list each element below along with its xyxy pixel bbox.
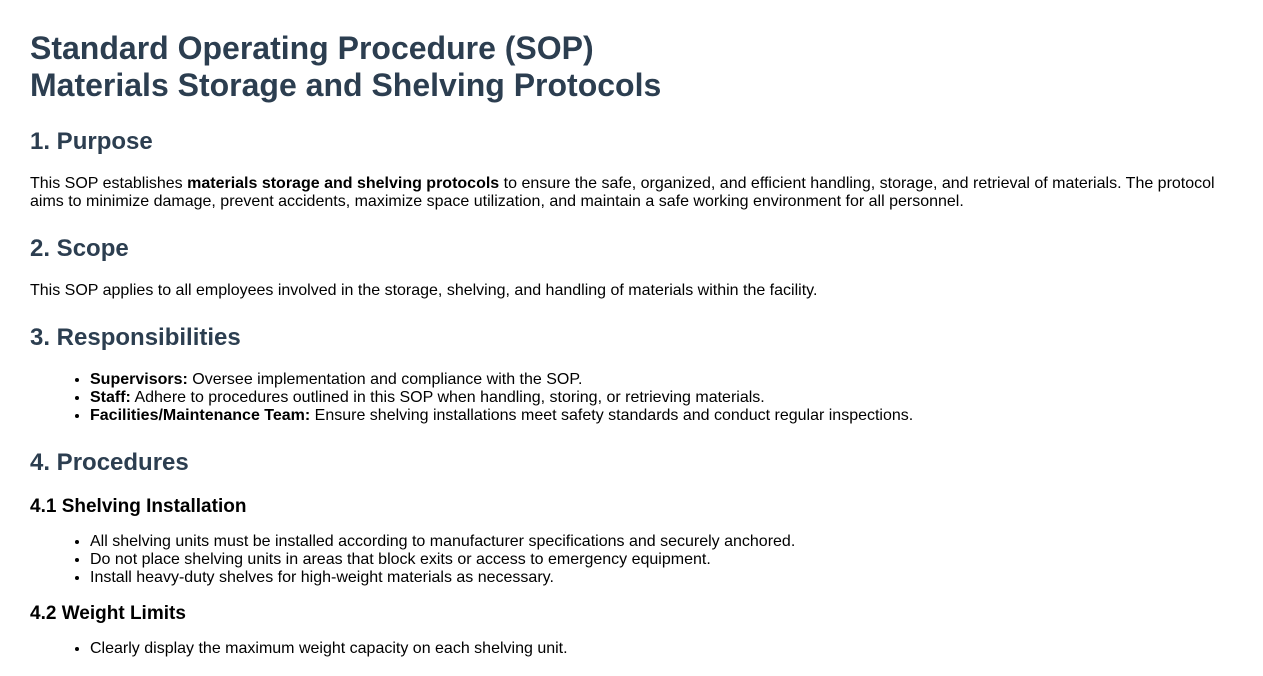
scope-text: This SOP applies to all employees involved in the storage, shelving, and handling of materials within the facility. bbox=[30, 282, 818, 299]
list-item bbox=[90, 389, 1233, 407]
responsibility-text: Oversee implementation and compliance with the SOP. bbox=[187, 371, 583, 388]
responsibility-label: Supervisors: bbox=[90, 371, 188, 388]
responsibility-text: Ensure shelving installations meet safety standards and conduct regular inspections. bbox=[310, 407, 914, 424]
purpose-section bbox=[30, 125, 1233, 211]
responsibilities-list bbox=[30, 371, 1233, 425]
purpose-text-before: This SOP establishes bbox=[30, 175, 188, 192]
weight-limits-heading: 4.2 Weight Limits bbox=[30, 603, 186, 624]
purpose-heading: 1. Purpose bbox=[30, 128, 153, 155]
responsibilities-heading: 3. Responsibilities bbox=[30, 324, 241, 351]
scope-heading: 2. Scope bbox=[30, 235, 129, 262]
shelving-installation-list bbox=[30, 533, 1233, 587]
responsibility-label: Facilities/Maintenance Team: bbox=[90, 407, 311, 424]
shelving-installation-heading: 4.1 Shelving Installation bbox=[30, 496, 247, 517]
purpose-text bbox=[30, 175, 1233, 211]
list-item bbox=[90, 407, 1233, 425]
list-item: • All shelving units must be installed according to manufacturer specifications and securely anchored. bbox=[90, 533, 1233, 551]
title-line-2: Materials Storage and Shelving Protocols bbox=[30, 67, 662, 103]
list-item: • Clearly display the maximum weight capacity on each shelving unit. bbox=[90, 640, 1233, 658]
responsibility-label: Staff: bbox=[90, 389, 131, 406]
list-item bbox=[90, 371, 1233, 389]
procedures-section bbox=[30, 446, 1233, 658]
scope-section bbox=[30, 232, 1233, 300]
responsibility-text: Adhere to procedures outlined in this SOP when handling, storing, or retrieving materials. bbox=[130, 389, 765, 406]
responsibilities-section bbox=[30, 321, 1233, 425]
purpose-text-bold: materials storage and shelving protocols bbox=[187, 175, 500, 192]
purpose-text-after: to ensure the safe, organized, and efficient handling, storage, and retrieval of materials. The protocol aims to minimize damage, prevent accidents, maximize space utilization, and maintain a safe working environment for all personnel. bbox=[30, 175, 1215, 210]
list-item: • Do not place shelving units in areas that block exits or access to emergency equipment. bbox=[90, 551, 1233, 569]
list-item: • Install heavy-duty shelves for high-weight materials as necessary. bbox=[90, 569, 1233, 587]
title-line-1: Standard Operating Procedure (SOP) bbox=[30, 30, 594, 66]
document-title bbox=[30, 30, 1233, 104]
procedures-heading: 4. Procedures bbox=[30, 449, 189, 476]
weight-limits-list bbox=[30, 640, 1233, 658]
